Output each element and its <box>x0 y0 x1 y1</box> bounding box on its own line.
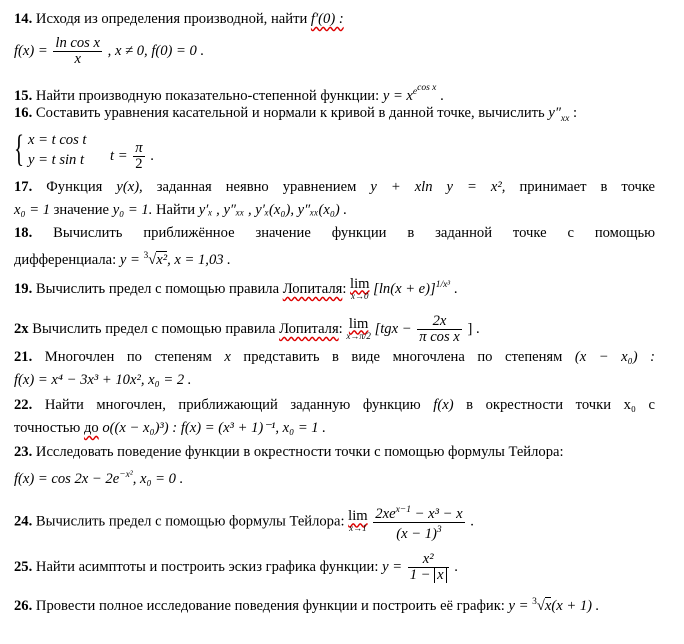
subscript: xx <box>560 113 570 124</box>
formula: f(x) = <box>14 42 48 59</box>
problem-15 <box>14 79 655 105</box>
formula: [tgx − <box>374 320 412 337</box>
fraction <box>133 141 144 172</box>
problem-text: Многочлен по степеням <box>44 349 212 365</box>
formula: (x − x₀) : <box>574 349 655 365</box>
problem-text: Найти производную показательно-степенной функции: <box>35 88 380 105</box>
problem-text: Найти многочлен, приближающий заданную функцию <box>44 397 421 413</box>
punct: : <box>338 320 343 337</box>
limit <box>348 510 367 534</box>
problem-number: 15. <box>14 88 33 105</box>
abs-value: x <box>434 567 446 583</box>
problem-text: Функция <box>46 179 103 195</box>
formula: y = <box>119 251 144 268</box>
formula: ] . <box>467 320 480 337</box>
numerator: 2xe <box>375 505 396 522</box>
lim-sub: x→π/2 <box>346 330 371 341</box>
problem-text: дифференциала: <box>14 251 117 268</box>
rule-name: Лопиталя <box>282 280 343 297</box>
lim: lim <box>348 508 368 525</box>
denominator: x <box>74 51 81 67</box>
problem-17-line-2 <box>14 201 655 219</box>
punct: . <box>454 558 458 575</box>
formula: x <box>224 349 231 365</box>
formula: , x = 1,03 . <box>167 251 231 268</box>
problem-text: Вычислить предел с помощью правила <box>35 280 280 297</box>
formula: , x ≠ 0, f(0) = 0 . <box>107 42 205 59</box>
formula: t = <box>110 147 128 164</box>
limit <box>350 275 370 302</box>
problem-text: до <box>83 420 99 436</box>
problem-24 <box>14 503 655 542</box>
denominator: (x − 1) <box>396 525 437 542</box>
system-brace: { <box>14 128 25 170</box>
problem-number: 16. <box>14 105 33 121</box>
problem-text: Составить уравнения касательной и нормали к кривой в данной точке, вычислить <box>35 105 545 121</box>
problem-number: 21. <box>14 349 33 365</box>
exponent: x−1 <box>395 505 411 515</box>
problem-text: Вычислить приближённое значение функции в заданной точке с помощью <box>53 225 655 241</box>
numerator: x² <box>408 552 449 568</box>
problem-text: в окрестности точки x₀ с <box>466 397 656 413</box>
problem-text: Вычислить предел с помощью правила <box>32 320 276 337</box>
problem-23-line-2 <box>14 466 655 488</box>
root-arg: x <box>544 597 552 614</box>
formula: y = <box>382 558 403 575</box>
problem-text: значение <box>53 202 110 218</box>
root-index: 3 <box>143 251 149 261</box>
problem-18-line-1 <box>14 224 655 242</box>
punct: : <box>342 280 347 297</box>
denominator: π cos x <box>419 329 460 345</box>
numerator: 2x <box>417 314 462 330</box>
problem-25 <box>14 552 655 583</box>
problem-text: Вычислить предел с помощью формулы Тейлора: <box>35 513 345 530</box>
formula: f(x) = cos 2x − 2e <box>14 470 120 487</box>
punct: . <box>440 88 444 105</box>
formula: f(x) <box>433 397 454 413</box>
problem-19 <box>14 276 655 302</box>
problem-text: Исходя из определения производной, найти <box>35 11 308 27</box>
lim: lim <box>348 315 369 332</box>
equation: y = t sin t <box>28 152 85 168</box>
problem-16-line-1 <box>14 104 655 128</box>
problem-22-line-2 <box>14 419 655 437</box>
formula: y = x <box>382 88 413 105</box>
exponent: e <box>412 87 418 98</box>
numerator: π <box>135 140 143 156</box>
exponent: 1/x³ <box>435 280 451 290</box>
problem-number: 14. <box>14 11 33 27</box>
punct: . <box>150 147 154 164</box>
punct: . <box>453 280 458 297</box>
denominator: 2 <box>135 156 143 172</box>
problem-number: 17. <box>14 179 33 195</box>
fraction <box>53 36 102 67</box>
exponent-2: cos x <box>417 83 437 93</box>
lim: lim <box>350 275 370 292</box>
formula: , x₀ = 0 . <box>132 470 184 487</box>
problem-text: Исследовать поведение функции в окрестности точки с помощью формулы Тейлора: <box>35 444 564 460</box>
problem-26: 26. Провести полное исследование поведения функции и построить её график: y = $^3$√x(x + 1) . <box>14 597 600 614</box>
formula: f′(0) : <box>310 11 344 27</box>
numerator: ln cos x <box>55 35 100 51</box>
problem-number: 25. <box>14 558 33 575</box>
problem-text: принимает в точке <box>519 179 656 195</box>
formula: f(x) = x⁴ − 3x³ + 10x², x₀ = 2 . <box>14 372 192 388</box>
punct: . <box>470 513 474 530</box>
problem-number: 26. <box>14 597 33 614</box>
formula: (x + 1) . <box>551 597 600 614</box>
problem-20 <box>14 314 655 345</box>
problem-number: 2x <box>14 320 29 337</box>
fraction <box>373 503 464 542</box>
denominator: 1 − <box>409 567 431 583</box>
formula: y + xln y = x², <box>370 179 506 195</box>
problem-number: 19. <box>14 280 33 297</box>
numerator-rest: − x³ − x <box>410 505 463 522</box>
lim-sub: x→0 <box>351 290 369 301</box>
problem-21-line-2 <box>14 371 655 389</box>
formula: x₀ = 1 <box>14 202 50 218</box>
fraction <box>417 314 462 345</box>
problem-23-line-1 <box>14 443 655 461</box>
exponent: −x² <box>119 470 133 480</box>
problem-number: 24. <box>14 513 33 530</box>
root-arg: x² <box>156 251 168 268</box>
exponent: 3 <box>436 524 442 535</box>
t-value <box>110 141 655 172</box>
equation: x = t cos t <box>28 132 87 148</box>
formula: y₀ = 1. <box>112 202 153 218</box>
problem-14-line-1 <box>14 10 655 28</box>
punct: : <box>573 105 578 121</box>
root-index: 3 <box>532 597 537 607</box>
formula: y″ <box>548 105 561 121</box>
problem-17-line-1 <box>14 178 655 196</box>
formula: o((x − x₀)³) : <box>102 420 178 436</box>
formula: y(x), <box>116 179 143 195</box>
problem-text: Найти <box>156 202 196 218</box>
problem-number: 18. <box>14 225 33 241</box>
problem-text: представить в виде многочлена по степеням <box>243 349 563 365</box>
problem-text: точностью <box>14 420 81 436</box>
problem-14-line-2 <box>14 36 655 67</box>
problem-text: Найти асимптоты и построить эскиз графика функции: <box>35 558 379 575</box>
lim-sub: x→1 <box>349 523 367 534</box>
rule-name: Лопиталя <box>279 320 339 337</box>
formula: [ln(x + e)] <box>373 280 436 297</box>
problem-22-line-1 <box>14 396 655 414</box>
formula: y′ₓ , y″ₓₓ , y′ₓ(x₀), y″ₓₓ(x₀) . <box>198 202 348 218</box>
formula: y = <box>508 597 533 614</box>
problem-21-line-1 <box>14 348 655 366</box>
formula: f(x) = (x³ + 1)⁻¹, x₀ = 1 . <box>180 420 326 436</box>
problem-text: заданная неявно уравнением <box>156 179 357 195</box>
fraction <box>408 552 449 583</box>
problem-number: 23. <box>14 444 33 460</box>
problem-18-line-2: дифференциала: y = $^3$√x², x = 1,03 . <box>14 251 231 268</box>
problem-number: 22. <box>14 397 33 413</box>
problem-text: Провести полное исследование поведения функции и построить её график: <box>35 597 505 614</box>
limit <box>346 315 371 342</box>
